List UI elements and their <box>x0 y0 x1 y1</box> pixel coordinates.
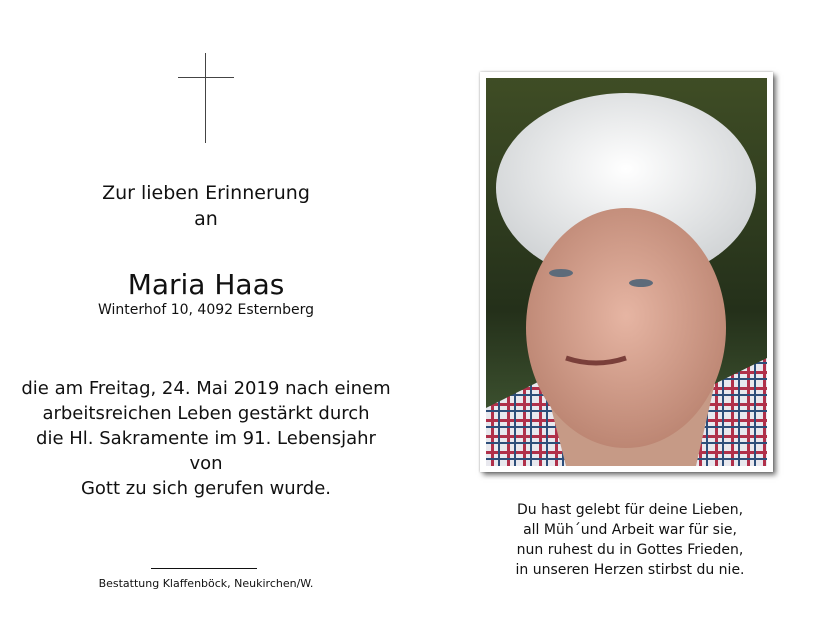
intro-line: Zur lieben Erinnerung <box>102 182 310 204</box>
verse-line: all Müh´und Arbeit war für sie, <box>523 522 737 538</box>
deceased-name: Maria Haas <box>127 268 285 301</box>
divider-line <box>151 568 257 569</box>
deceased-address: Winterhof 10, 4092 Esternberg <box>97 302 315 318</box>
death-notice-text <box>20 376 392 501</box>
notice-line: arbeitsreichen Leben gestärkt durch <box>42 403 370 424</box>
cross-icon-horizontal <box>178 77 234 78</box>
portrait-image <box>486 78 767 466</box>
undertaker-credit: Bestattung Klaffenböck, Neukirchen/W. <box>98 577 314 590</box>
notice-line: die am Freitag, 24. Mai 2019 nach einem <box>21 378 391 399</box>
notice-line: Gott zu sich gerufen wurde. <box>80 478 332 499</box>
verse-line: in unseren Herzen stirbst du nie. <box>515 562 745 578</box>
memorial-verse <box>470 500 790 580</box>
notice-line: die Hl. Sakramente im 91. Lebensjahr von <box>36 428 376 474</box>
intro-text <box>60 180 352 232</box>
portrait-photo <box>480 72 773 472</box>
verse-line: nun ruhest du in Gottes Frieden, <box>516 542 744 558</box>
verse-line: Du hast gelebt für deine Lieben, <box>516 502 744 518</box>
cross-icon-vertical <box>205 53 206 143</box>
intro-line: an <box>194 208 218 230</box>
